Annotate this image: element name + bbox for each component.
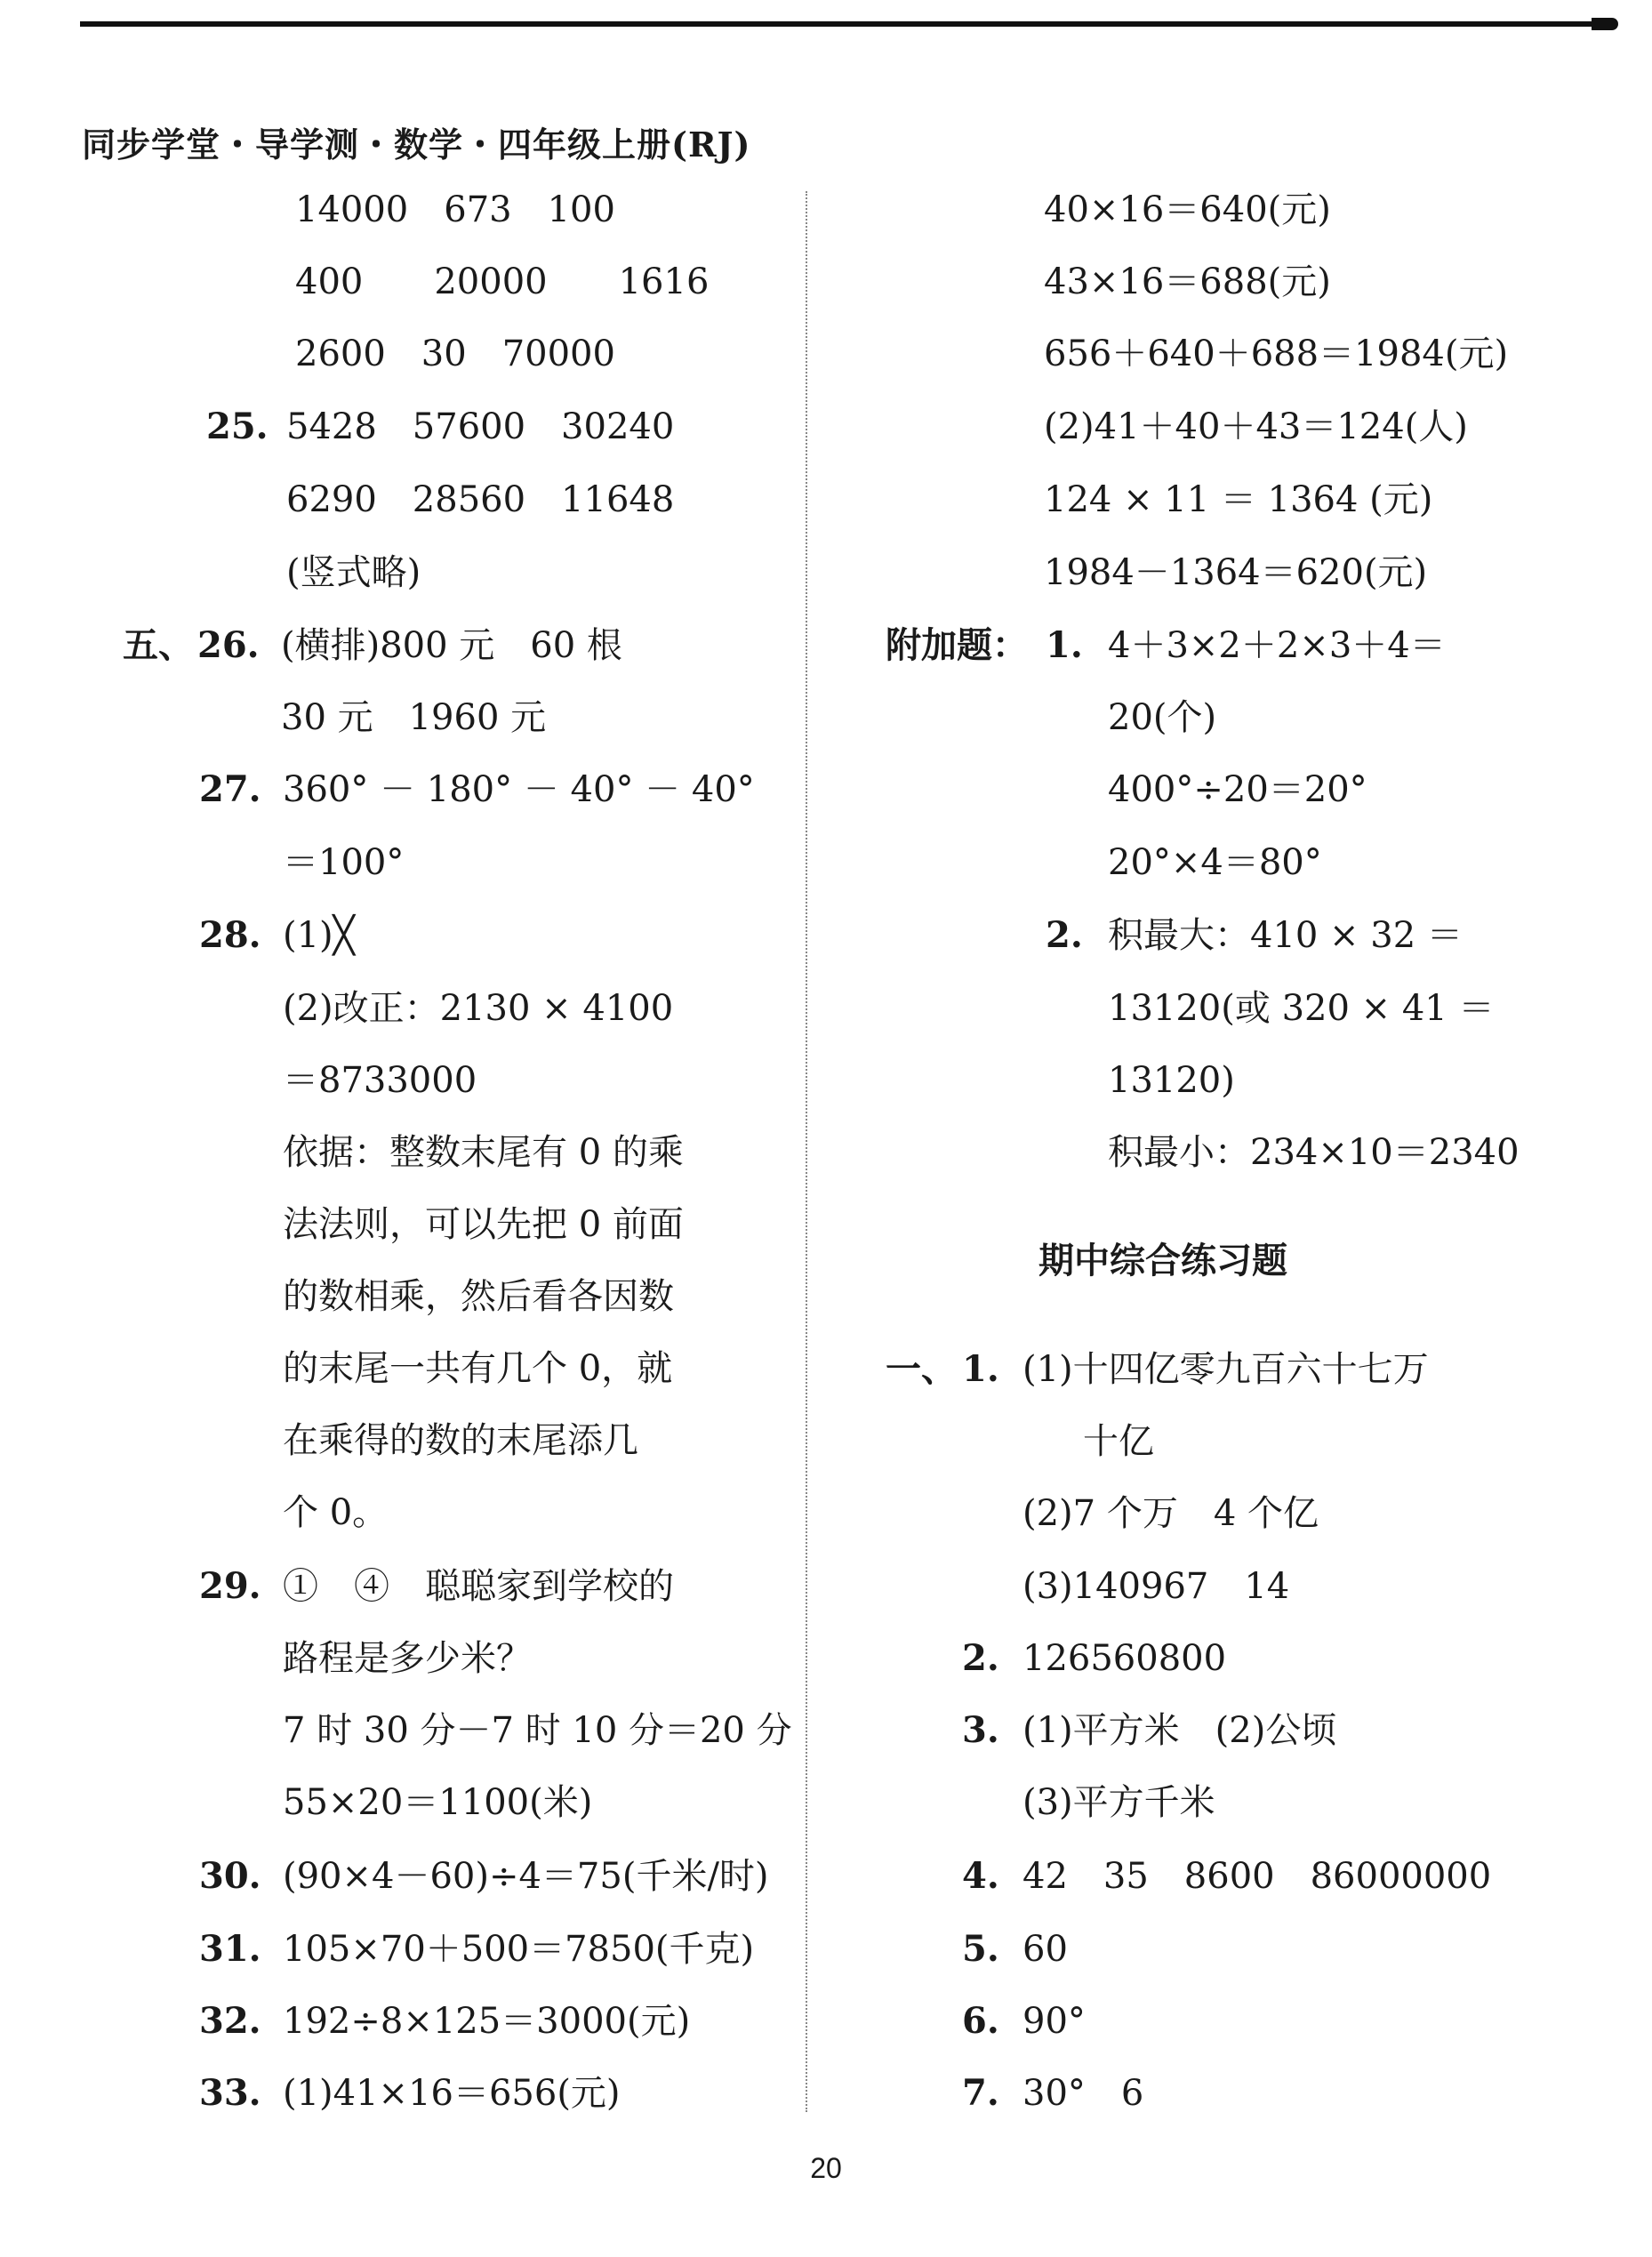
answer-line: 42 35 8600 86000000 [1022,1856,1492,1897]
answer-line: 1984－1364＝620(元) [1044,552,1428,593]
question-number: 29. [199,1565,261,1607]
answer-line: (1)平方米 (2)公顷 [1022,1710,1337,1751]
answer-line: (90×4－60)÷4＝75(千米/时) [283,1856,769,1897]
question-number: 28. [199,914,261,956]
question-number: 30. [199,1855,261,1897]
section-title: 期中综合练习题 [1039,1240,1287,1281]
answer-line: 个 0。 [283,1492,389,1533]
question-number: 3. [962,1709,999,1751]
answer-line: 20(个) [1108,697,1217,738]
answer-line: 2600 30 70000 [295,333,615,374]
question-number: 25. [206,406,269,447]
answer-line: 124 × 11 ＝ 1364 (元) [1044,479,1433,520]
answer-line: (3)140967 14 [1022,1566,1290,1607]
answer-line: (1)41×16＝656(元) [283,2073,621,2114]
answer-line: 的末尾一共有几个 0，就 [283,1348,673,1389]
answer-line: 路程是多少米？ [283,1638,532,1679]
answer-line: (横排)800 元 60 根 [281,625,622,666]
answer-line: 40×16＝640(元) [1044,189,1331,230]
column-divider [806,191,807,2112]
question-number: 31. [199,1928,261,1970]
answer-line: 14000 673 100 [295,189,615,230]
answer-line: 积最大：410 × 32 ＝ [1108,915,1463,956]
answer-line: 126560800 [1022,1638,1227,1679]
answer-line: 43×16＝688(元) [1044,261,1331,302]
question-number: 6. [962,2000,999,2042]
section-number: 五、 [123,624,194,666]
answer-line: 依据：整数末尾有 0 的乘 [283,1132,684,1173]
page-number: 20 [810,2152,842,2184]
answer-line: 400°÷20＝20° [1108,769,1367,810]
answer-line: 4＋3×2＋2×3＋4＝ [1108,625,1446,666]
answer-line: (3)平方千米 [1022,1782,1215,1823]
answer-line: 192÷8×125＝3000(元) [283,2001,691,2042]
question-number: 26. [197,624,260,666]
answer-line: 30° 6 [1022,2073,1144,2114]
answer-line: 60 [1022,1929,1068,1970]
question-number: 1. [962,1348,999,1390]
answer-line: ＝100° [283,842,405,883]
answer-line: (1)十四亿零九百六十七万 [1022,1349,1429,1390]
answer-line: 的数相乘，然后看各因数 [283,1276,674,1317]
answer-line: 90° [1022,2001,1086,2042]
answer-line: (2)7 个万 4 个亿 [1022,1493,1319,1534]
answer-line: 13120) [1108,1060,1235,1101]
answer-line: 20°×4＝80° [1108,842,1322,883]
question-number: 2. [1046,914,1083,956]
page-header: 同步学堂・导学测・数学・四年级上册(RJ) [82,124,751,165]
answer-line: 400 20000 1616 [295,261,710,302]
answer-line: (竖式略) [286,552,421,593]
answer-line: ＝8733000 [283,1060,477,1101]
answer-line: 13120(或 320 × 41 ＝ [1108,988,1495,1029]
question-number: 27. [199,768,261,810]
answer-line: (2)41＋40＋43＝124(人) [1044,406,1468,447]
answer-line: 55×20＝1100(米) [283,1782,593,1823]
answer-line: (1)╳ [283,915,355,956]
answer-line: 7 时 30 分－7 时 10 分＝20 分 [283,1710,792,1751]
question-number: 33. [199,2072,261,2114]
answer-line: 360° － 180° － 40° － 40° [283,769,755,810]
bonus-label: 附加题： [886,624,1028,666]
answer-line: 法法则，可以先把 0 前面 [283,1204,684,1245]
answer-line: 30 元 1960 元 [281,697,547,738]
answer-line: ① ④ 聪聪家到学校的 [283,1566,674,1607]
question-number: 1. [1046,624,1083,666]
answer-line: 6290 28560 11648 [286,479,675,520]
answer-line: 十亿 [1083,1421,1154,1462]
question-number: 4. [962,1855,999,1897]
top-rule [80,21,1609,27]
answer-line: (2)改正：2130 × 4100 [283,988,674,1029]
question-number: 5. [962,1928,999,1970]
answer-line: 105×70＋500＝7850(千克) [283,1929,755,1970]
question-number: 7. [962,2072,999,2114]
answer-line: 在乘得的数的末尾添几 [283,1420,638,1461]
question-number: 32. [199,2000,261,2042]
section-number: 一、 [886,1348,957,1390]
answer-line: 656＋640＋688＝1984(元) [1044,333,1509,374]
answer-line: 积最小：234×10＝2340 [1108,1132,1520,1173]
answer-line: 5428 57600 30240 [286,406,675,447]
top-rule-end [1592,18,1618,30]
question-number: 2. [962,1637,999,1679]
